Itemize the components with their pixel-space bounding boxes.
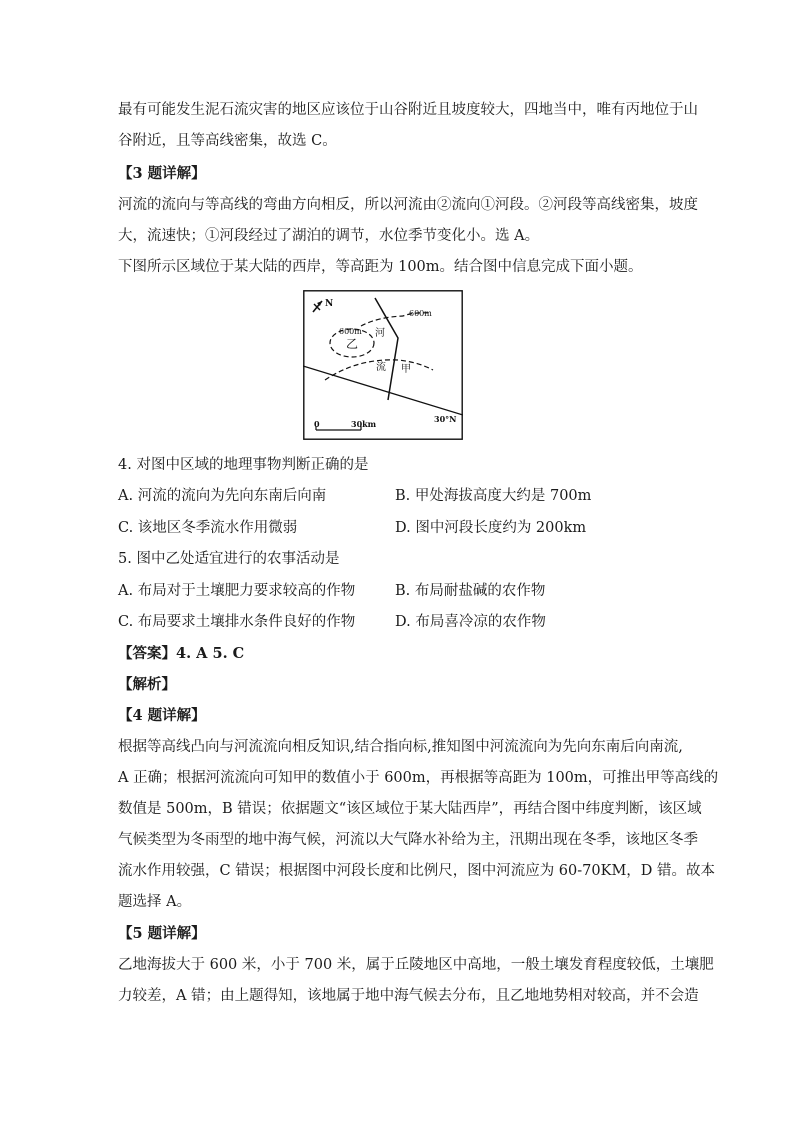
point-yi-label: 乙	[346, 337, 359, 351]
topographic-map	[303, 290, 463, 440]
paragraph-line: 流水作用较强，C 错误；根据图中河段长度和比例尺，图中河流应为 60-70KM，D 错。故本	[118, 863, 716, 879]
contour-label: 600m	[339, 327, 362, 336]
option-c: C. 布局要求土壤排水条件良好的作物	[118, 614, 356, 630]
paragraph-line: 最有可能发生泥石流灾害的地区应该位于山谷附近且坡度较大，四地当中，唯有丙地位于山	[118, 102, 698, 118]
section-heading: 【3 题详解】	[118, 165, 206, 182]
point-jia-label: 甲	[401, 364, 411, 375]
option-b: B. 甲处海拔高度大约是 700m	[395, 488, 592, 504]
contour-label: 600m	[409, 309, 432, 318]
paragraph-line: 大，流速快；①河段经过了湖泊的调节，水位季节变化小。选 A。	[118, 228, 540, 244]
option-a: A. 布局对于土壤肥力要求较高的作物	[118, 583, 356, 599]
answer-line: 【答案】4. A 5. C	[118, 645, 245, 662]
scale-label: 30km	[351, 419, 377, 429]
option-d: D. 图中河段长度约为 200km	[395, 520, 587, 536]
latitude-label: 30°N	[434, 414, 457, 424]
question-stem: 5. 图中乙处适宜进行的农事活动是	[118, 551, 340, 567]
paragraph-line: A 正确；根据河流流向可知甲的数值小于 600m，再根据等高距为 100m，可推出甲等高线的	[118, 770, 719, 786]
question-intro: 下图所示区域位于某大陆的西岸，等高距为 100m。结合图中信息完成下面小题。	[118, 259, 643, 275]
river-label: 河	[375, 328, 385, 339]
paragraph-line: 谷附近，且等高线密集，故选 C。	[118, 133, 337, 149]
paragraph-line: 气候类型为冬雨型的地中海气候，河流以大气降水补给为主，汛期出现在冬季，该地区冬季	[118, 832, 698, 848]
option-b: B. 布局耐盐碱的农作物	[395, 583, 546, 599]
paragraph-line: 数值是 500m，B 错误；依据题文“该区域位于某大陆西岸”，再结合图中纬度判断，该区域	[118, 801, 702, 817]
north-label: N	[325, 299, 334, 309]
option-a: A. 河流的流向为先向东南后向南	[118, 488, 327, 504]
analysis-heading: 【解析】	[118, 676, 176, 693]
question-stem: 4. 对图中区域的地理事物判断正确的是	[118, 457, 369, 473]
option-d: D. 布局喜冷凉的农作物	[395, 614, 546, 630]
paragraph-line: 根据等高线凸向与河流流向相反知识,结合指向标,推知图中河流流向为先向东南后向南流,	[118, 739, 683, 755]
paragraph-line: 题选择 A。	[118, 894, 192, 910]
paragraph-line: 河流的流向与等高线的弯曲方向相反，所以河流由②流向①河段。②河段等高线密集，坡度	[118, 197, 698, 213]
paragraph-line: 力较差，A 错；由上题得知，该地属于地中海气候去分布，且乙地地势相对较高，并不会造	[118, 988, 699, 1004]
option-c: C. 该地区冬季流水作用微弱	[118, 520, 298, 536]
river-label: 流	[376, 362, 386, 373]
section-heading: 【4 题详解】	[118, 707, 206, 724]
scale-label: 0	[314, 419, 320, 429]
paragraph-line: 乙地海拔大于 600 米，小于 700 米，属于丘陵地区中高地，一般土壤发育程度较低，土壤肥	[118, 957, 714, 973]
section-heading: 【5 题详解】	[118, 925, 206, 942]
